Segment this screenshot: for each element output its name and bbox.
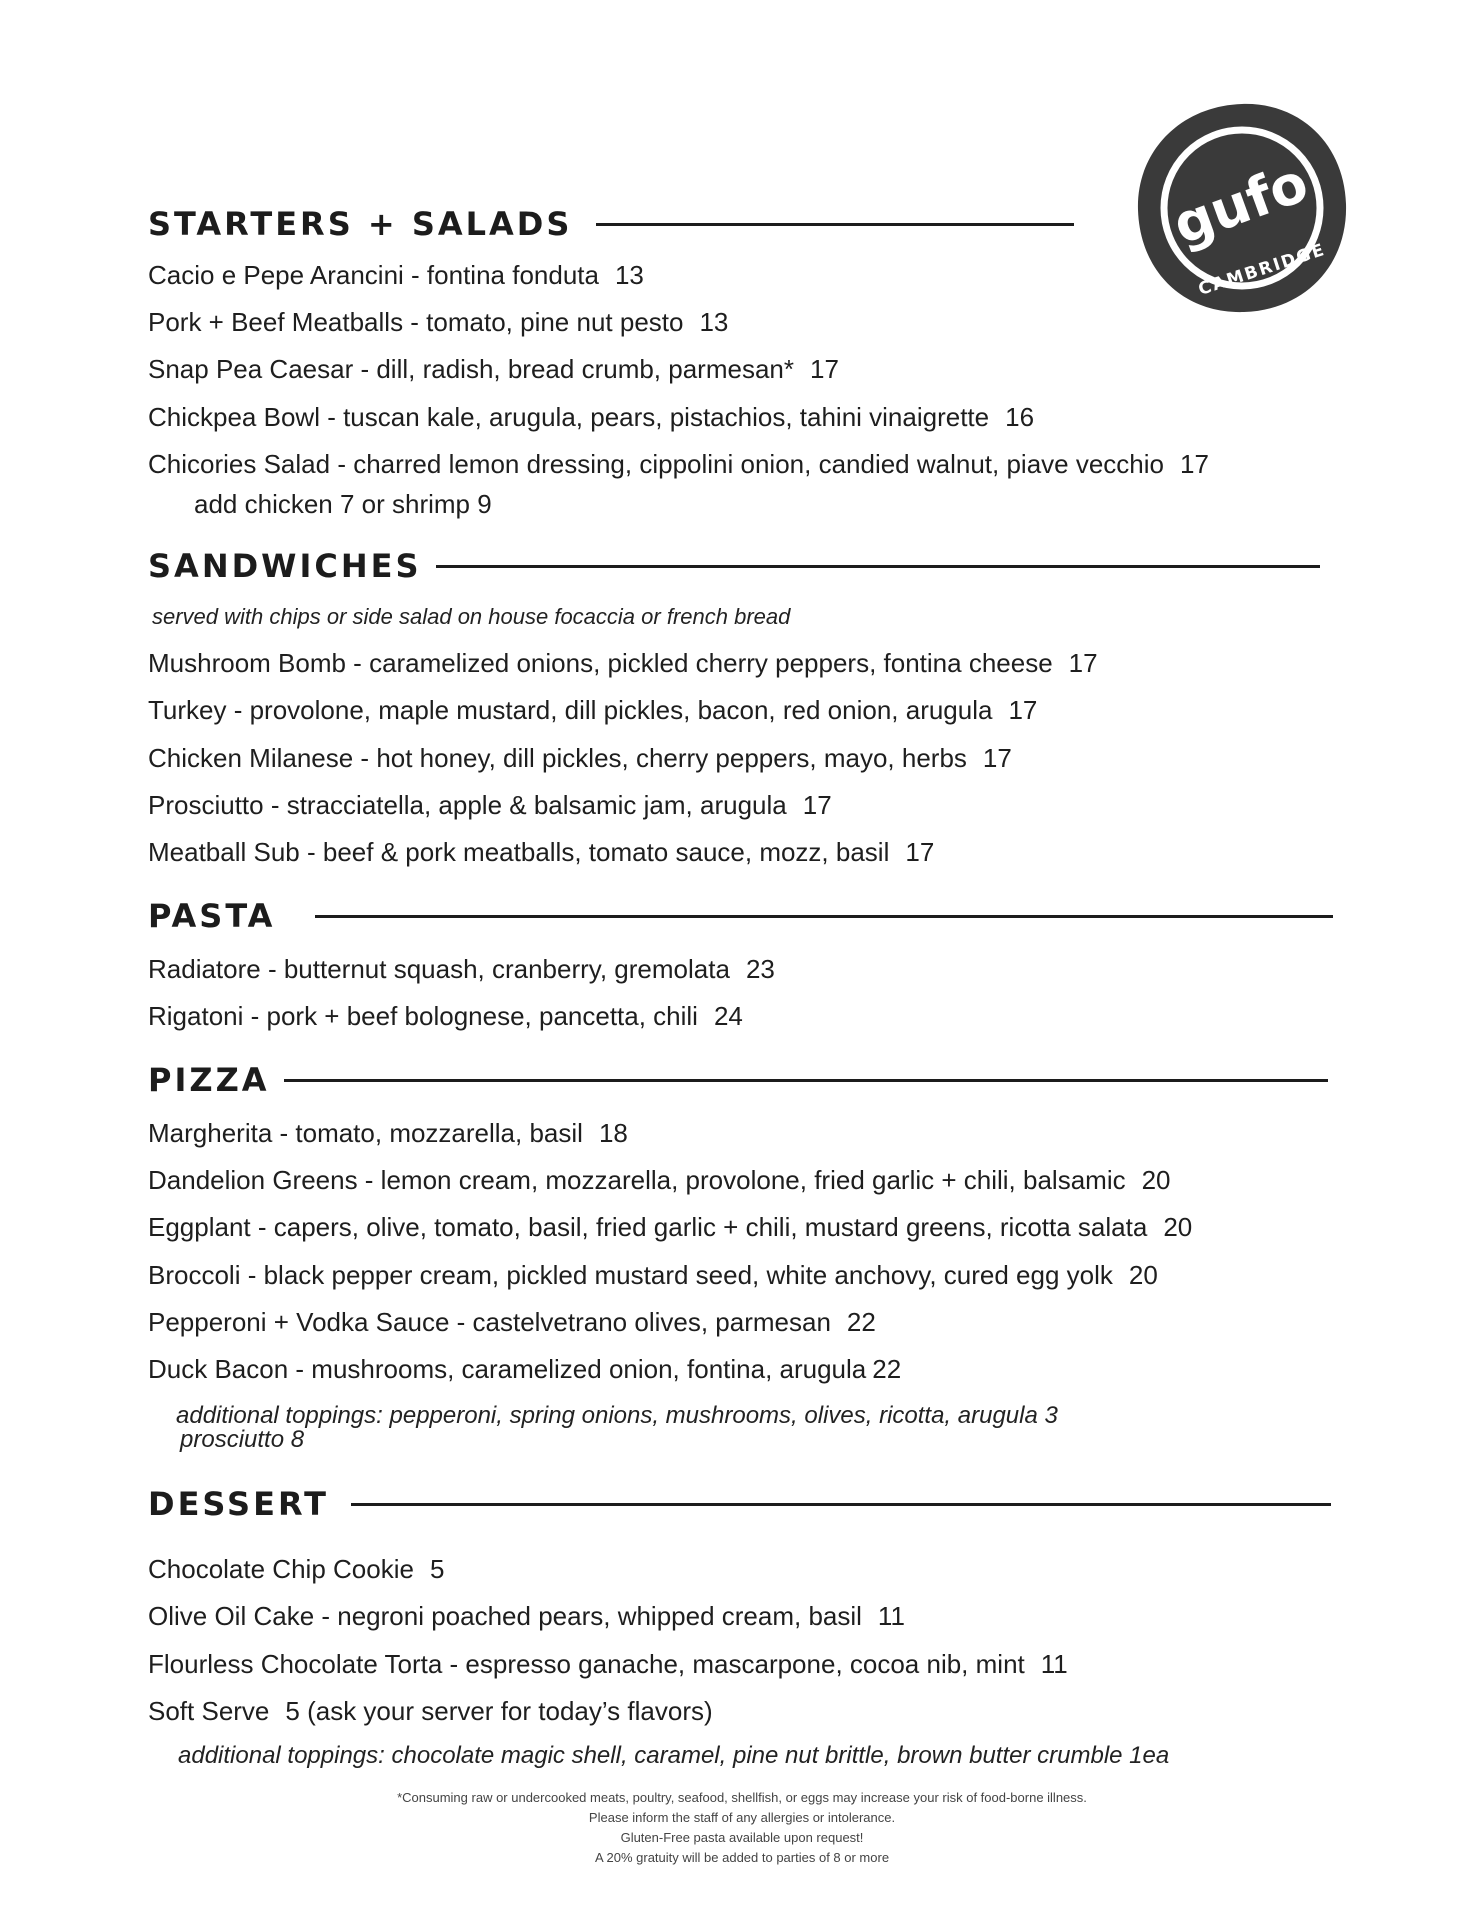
menu-item: Mushroom Bomb - caramelized onions, pickled cherry peppers, fontina cheese 17	[148, 648, 1098, 678]
section-dessert	[148, 1484, 1331, 1769]
menu-item: Pork + Beef Meatballs - tomato, pine nut pesto 13	[148, 307, 729, 337]
section-pasta	[148, 896, 1333, 1031]
menu-item: Olive Oil Cake - negroni poached pears, whipped cream, basil 11	[148, 1601, 905, 1631]
section-pizza	[148, 1060, 1328, 1453]
menu-item: Pepperoni + Vodka Sauce - castelvetrano olives, parmesan 22	[148, 1307, 876, 1337]
section-divider	[596, 223, 1074, 226]
section-starters	[148, 204, 1209, 519]
footer-line: *Consuming raw or undercooked meats, poultry, seafood, shellfish, or eggs may increase your risk of food-borne illness.	[397, 1790, 1087, 1805]
section-title: SANDWICHES	[148, 547, 422, 585]
menu-item: Flourless Chocolate Torta - espresso ganache, mascarpone, cocoa nib, mint 11	[148, 1649, 1068, 1679]
section-title: PIZZA	[148, 1061, 270, 1099]
logo-location: CAMBRIDGE	[1195, 239, 1329, 300]
menu-item: Chicken Milanese - hot honey, dill pickles, cherry peppers, mayo, herbs 17	[148, 743, 1012, 773]
menu-item: Soft Serve 5 (ask your server for today’s flavors)	[148, 1696, 713, 1726]
footer-line: Gluten-Free pasta available upon request!	[620, 1830, 864, 1845]
menu-item: Snap Pea Caesar - dill, radish, bread crumb, parmesan* 17	[148, 354, 839, 384]
menu-item: Chicories Salad - charred lemon dressing, cippolini onion, candied walnut, piave vecchio 17	[148, 449, 1209, 479]
menu-item: Meatball Sub - beef & pork meatballs, tomato sauce, mozz, basil 17	[148, 837, 935, 867]
menu-item: Broccoli - black pepper cream, pickled mustard seed, white anchovy, cured egg yolk 20	[148, 1260, 1158, 1290]
menu-item: Chocolate Chip Cookie 5	[148, 1554, 445, 1584]
section-divider	[436, 565, 1320, 568]
menu-item: Duck Bacon - mushrooms, caramelized onion, fontina, arugula 22	[148, 1354, 902, 1384]
footer-notes	[0, 1788, 1484, 1868]
menu-item: Rigatoni - pork + beef bolognese, pancetta, chili 24	[148, 1001, 743, 1031]
gufo-logo	[1130, 96, 1354, 320]
toppings-note: additional toppings: pepperoni, spring onions, mushrooms, olives, ricotta, arugula 3	[176, 1402, 1058, 1429]
section-divider	[351, 1503, 1331, 1506]
section-divider	[284, 1079, 1328, 1082]
menu-item: Cacio e Pepe Arancini - fontina fonduta 13	[148, 260, 644, 290]
toppings-note: additional toppings: chocolate magic shell, caramel, pine nut brittle, brown butter crumble 1ea	[178, 1742, 1170, 1769]
menu-item: Radiatore - butternut squash, cranberry, gremolata 23	[148, 954, 775, 984]
footer-line: A 20% gratuity will be added to parties of 8 or more	[594, 1850, 890, 1865]
menu-item: Prosciutto - stracciatella, apple & balsamic jam, arugula 17	[148, 790, 832, 820]
menu-item: Turkey - provolone, maple mustard, dill pickles, bacon, red onion, arugula 17	[148, 695, 1038, 725]
section-title: PASTA	[148, 897, 276, 935]
section-subtitle: served with chips or side salad on house focaccia or french bread	[152, 604, 791, 629]
toppings-note-2: prosciutto 8	[180, 1426, 305, 1453]
section-divider	[315, 915, 1333, 918]
menu-item: Dandelion Greens - lemon cream, mozzarella, provolone, fried garlic + chili, balsamic 20	[148, 1165, 1171, 1195]
logo-brand: gufo	[1164, 150, 1316, 257]
footer-line: Please inform the staff of any allergies or intolerance.	[588, 1810, 896, 1825]
section-title: DESSERT	[148, 1485, 329, 1523]
section-title: STARTERS + SALADS	[148, 205, 573, 243]
menu-item: Margherita - tomato, mozzarella, basil 18	[148, 1118, 628, 1148]
addon-note: add chicken 7 or shrimp 9	[194, 489, 492, 519]
section-sandwiches	[148, 546, 1320, 867]
menu-item: Eggplant - capers, olive, tomato, basil, fried garlic + chili, mustard greens, ricotta salata 20	[148, 1212, 1193, 1242]
menu-item: Chickpea Bowl - tuscan kale, arugula, pears, pistachios, tahini vinaigrette 16	[148, 402, 1035, 432]
